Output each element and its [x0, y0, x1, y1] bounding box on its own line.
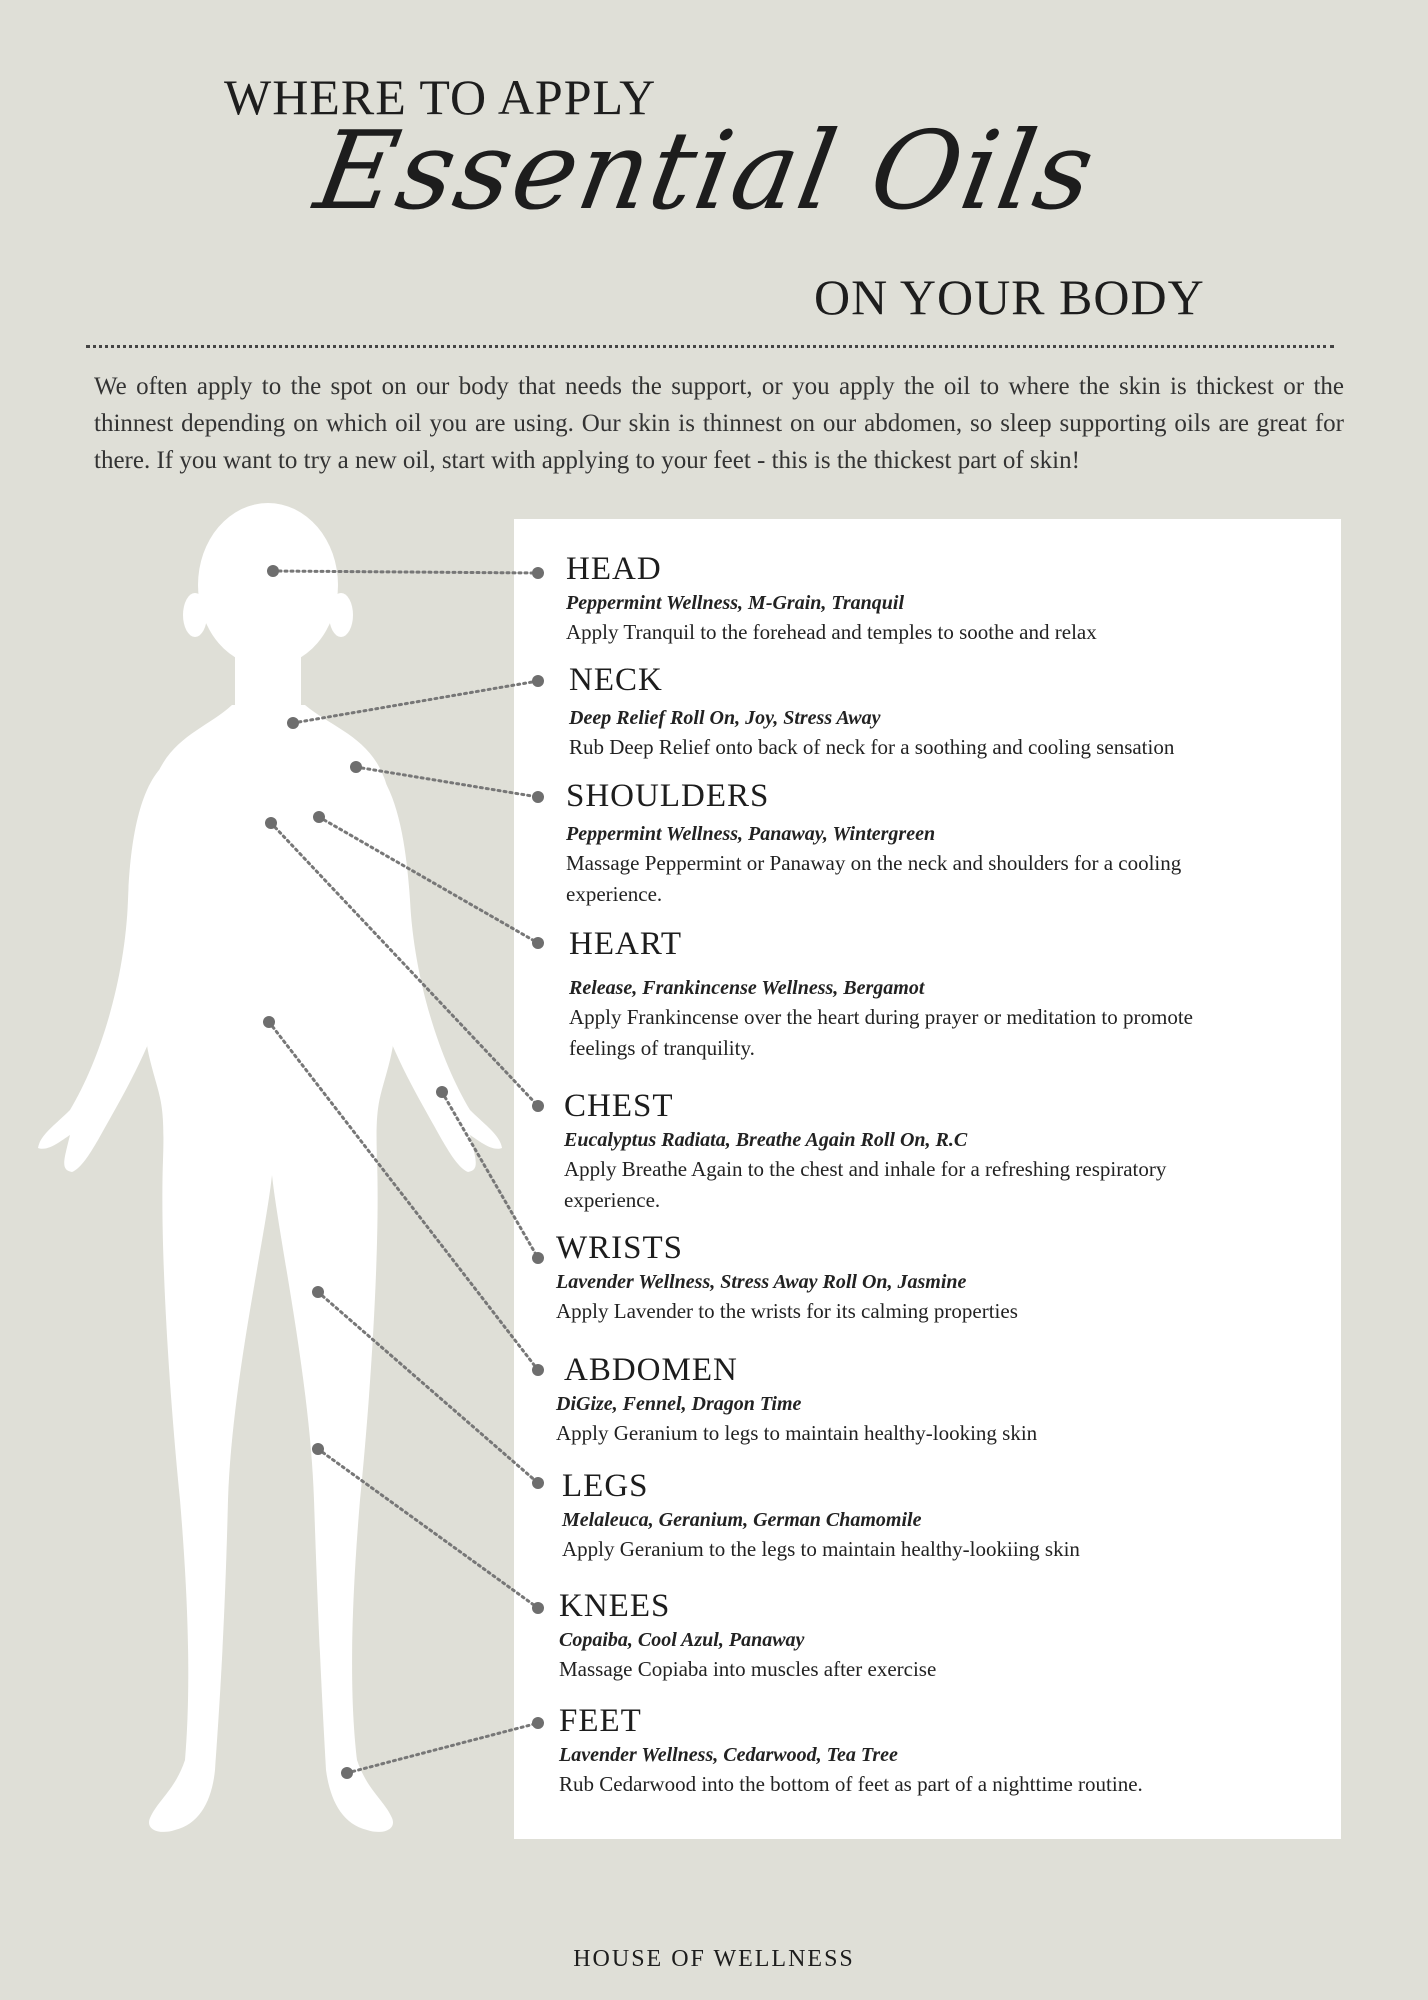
area-shoulders-oils: Peppermint Wellness, Panaway, Wintergreen: [566, 823, 936, 845]
area-neck-tip: Rub Deep Relief onto back of neck for a soothing and cooling sensation: [569, 735, 1175, 759]
area-chest: [564, 1088, 1264, 1216]
area-chest-name: CHEST: [564, 1088, 674, 1124]
dot-abdomen-label: [532, 1364, 544, 1376]
area-head-name: HEAD: [566, 551, 662, 587]
dot-chest-label: [532, 1100, 544, 1112]
connector-line-wrists: [442, 1092, 538, 1258]
dot-legs-label: [532, 1477, 544, 1489]
area-feet-oils: Lavender Wellness, Cedarwood, Tea Tree: [559, 1744, 898, 1766]
dot-shoulders-label: [532, 791, 544, 803]
area-wrists-name: WRISTS: [556, 1230, 684, 1266]
title-where-to-apply: WHERE TO APPLY: [224, 69, 657, 125]
area-knees-tip: Massage Copiaba into muscles after exercise: [559, 1657, 937, 1681]
area-knees-oils: Copaiba, Cool Azul, Panaway: [559, 1629, 805, 1651]
area-shoulders-tip: Massage Peppermint or Panaway on the neck and shoulders for a cooling experience.: [566, 851, 1182, 906]
dot-head-body: [267, 565, 279, 577]
area-abdomen-tip: Apply Geranium to legs to maintain healthy-looking skin: [556, 1421, 1038, 1445]
area-shoulders: [566, 778, 1186, 910]
area-abdomen-name: ABDOMEN: [564, 1352, 738, 1388]
area-knees: [559, 1588, 1239, 1685]
connector-line-neck: [293, 681, 538, 723]
area-chest-oils: Eucalyptus Radiata, Breathe Again Roll On, R.C: [564, 1129, 968, 1151]
area-heart: [569, 926, 1209, 1064]
area-neck: [569, 662, 1329, 763]
area-heart-name: HEART: [569, 926, 683, 962]
area-legs-name: LEGS: [562, 1468, 649, 1504]
dot-feet-label: [532, 1717, 544, 1729]
footer-brand: HOUSE OF WELLNESS: [573, 1946, 855, 1972]
area-wrists: [556, 1230, 1236, 1327]
area-chest-tip: Apply Breathe Again to the chest and inhale for a refreshing respiratory experience.: [564, 1157, 1167, 1212]
dot-head-label: [532, 567, 544, 579]
title-essential-oils: Essential Oils: [307, 109, 1105, 234]
dot-neck-label: [532, 675, 544, 687]
area-legs-oils: Melaleuca, Geranium, German Chamomile: [562, 1509, 922, 1531]
dot-heart-label: [532, 937, 544, 949]
area-legs: [562, 1468, 1242, 1565]
dot-legs-body: [312, 1286, 324, 1298]
area-head: [566, 551, 1246, 648]
dot-knees-body: [312, 1443, 324, 1455]
intro-paragraph: We often apply to the spot on our body that needs the support, or you apply the oil to where the skin is thickest or the thinnest depending on which oil you are using. Our skin is thinnest on our abdomen, so sleep supporting oils are great for there. If you want to try a new oil, start with applying to your feet - this is the thickest part of skin!: [94, 373, 1344, 474]
area-head-tip: Apply Tranquil to the forehead and temples to soothe and relax: [566, 620, 1097, 644]
dot-shoulders-body: [350, 761, 362, 773]
area-abdomen: [556, 1352, 1236, 1449]
area-legs-tip: Apply Geranium to the legs to maintain healthy-lookiing skin: [562, 1537, 1080, 1561]
area-neck-name: NECK: [569, 662, 663, 698]
dot-heart-body: [313, 811, 325, 823]
dot-chest-body: [265, 817, 277, 829]
area-feet: [559, 1703, 1279, 1800]
area-knees-name: KNEES: [559, 1588, 671, 1624]
area-head-oils: Peppermint Wellness, M-Grain, Tranquil: [566, 592, 905, 614]
area-heart-tip: Apply Frankincense over the heart during prayer or meditation to promote feelings of tranquility.: [569, 1005, 1193, 1060]
area-shoulders-name: SHOULDERS: [566, 778, 770, 814]
connector-line-feet: [347, 1723, 538, 1773]
dot-abdomen-body: [263, 1016, 275, 1028]
dot-wrists-label: [532, 1252, 544, 1264]
dot-knees-label: [532, 1602, 544, 1614]
area-neck-oils: Deep Relief Roll On, Joy, Stress Away: [569, 707, 881, 729]
area-wrists-tip: Apply Lavender to the wrists for its calming properties: [556, 1299, 1018, 1323]
dot-neck-body: [287, 717, 299, 729]
area-feet-name: FEET: [559, 1703, 642, 1739]
area-heart-oils: Release, Frankincense Wellness, Bergamot: [569, 977, 925, 999]
area-feet-tip: Rub Cedarwood into the bottom of feet as part of a nighttime routine.: [559, 1772, 1143, 1796]
area-wrists-oils: Lavender Wellness, Stress Away Roll On, Jasmine: [556, 1271, 967, 1293]
body-silhouette: [38, 503, 502, 1832]
dot-wrists-body: [436, 1086, 448, 1098]
dot-feet-body: [341, 1767, 353, 1779]
title-on-your-body: ON YOUR BODY: [814, 269, 1205, 325]
area-abdomen-oils: DiGize, Fennel, Dragon Time: [556, 1393, 802, 1415]
